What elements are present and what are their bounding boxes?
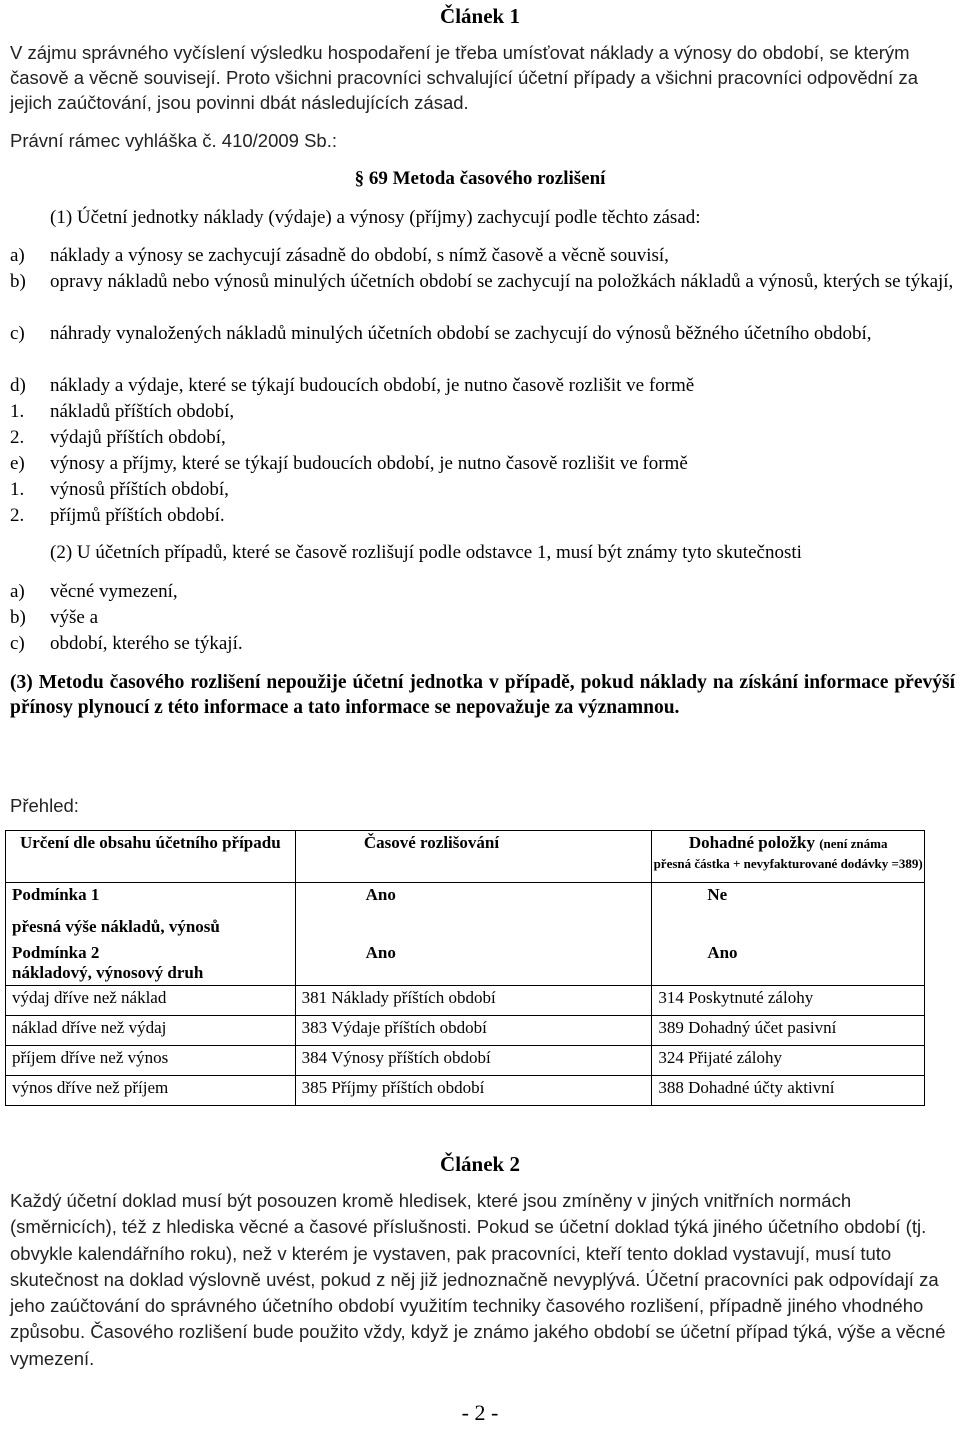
- list-marker: 1.: [10, 479, 25, 500]
- list-marker: a): [10, 581, 25, 602]
- list-marker: 2.: [10, 505, 25, 526]
- list-marker: d): [10, 375, 26, 396]
- cell-value: Ano: [707, 942, 738, 962]
- table-header-row: [6, 831, 925, 883]
- list-marker: e): [10, 453, 25, 474]
- list-text: věcné vymezení,: [50, 581, 178, 602]
- list-text: nákladů příštích období,: [50, 401, 235, 422]
- condition-sub: přesná výše nákladů, výnosů: [12, 917, 220, 936]
- table-row: [6, 985, 925, 1015]
- table-cell: 381 Náklady příštích období: [295, 985, 652, 1015]
- list-item: [10, 503, 955, 528]
- table-cell: 389 Dohadný účet pasivní: [652, 1015, 925, 1045]
- list-marker: c): [10, 323, 25, 344]
- subsection-2-intro: (2) U účetních případů, které se časově rozlišují podle odstavce 1, musí být známy tyto skutečnosti: [50, 542, 802, 563]
- overview-table: [5, 830, 925, 1106]
- paragraph-69-title: § 69 Metoda časového rozlišení: [354, 168, 606, 189]
- table-cell: [295, 883, 652, 941]
- header-text: Časové rozlišování: [363, 833, 500, 852]
- condition-label: Podmínka 1: [12, 885, 100, 904]
- condition-cell: [6, 883, 296, 941]
- subsection-3: (3) Metodu časového rozlišení nepoužije účetní jednotka v případě, pokud náklady na získání informace převýší přínosy plynoucí z této informace a tato informace se nepovažuje za významnou.: [10, 672, 955, 718]
- list-marker: c): [10, 633, 25, 654]
- table-row: [6, 1015, 925, 1045]
- list-text: náklady a výnosy se zachycují zásadně do období, s nímž časově a věcně souvisí,: [50, 245, 669, 266]
- header-cell-accrual: [295, 831, 652, 883]
- page-number: - 2 -: [461, 1400, 499, 1425]
- list-marker: 1.: [10, 401, 25, 422]
- article1-heading: Článek 1: [440, 4, 520, 28]
- subsection-1-intro: (1) Účetní jednotky náklady (výdaje) a výnosy (příjmy) zachycují podle těchto zásad:: [50, 207, 701, 228]
- condition-cell: [6, 941, 296, 986]
- list-item: [10, 631, 955, 656]
- list-text: výnosů příštích období,: [50, 479, 229, 500]
- table-row: [6, 883, 925, 941]
- condition-label: Podmínka 2: [12, 942, 100, 962]
- table-cell: výnos dříve než příjem: [6, 1075, 296, 1105]
- header-note: (není známa: [819, 836, 888, 851]
- table-cell: 385 Příjmy příštích období: [295, 1075, 652, 1105]
- table-cell: 388 Dohadné účty aktivní: [652, 1075, 925, 1105]
- header-note: přesná částka + nevyfakturované dodávky =389): [653, 856, 923, 871]
- table-cell: 383 Výdaje příštích období: [295, 1015, 652, 1045]
- table-cell: [295, 941, 652, 986]
- cell-value: Ne: [707, 885, 728, 904]
- header-text: Určení dle obsahu účetního případu: [19, 833, 281, 852]
- list-text: příjmů příštích období.: [50, 505, 225, 526]
- list-text: náklady a výdaje, které se týkají budoucích období, je nutno časově rozlišit ve formě: [50, 375, 695, 396]
- list-item: [10, 269, 955, 294]
- intro-paragraph: V zájmu správného vyčíslení výsledku hospodaření je třeba umísťovat náklady a výnosy do období, se kterým časově a věcně souvisejí. Proto všichni pracovníci schvalující účetní případy a všichni pracovníci odpovědní za jejich zaúčtování, jsou povinni dbát následujících zásad.: [10, 42, 918, 113]
- table-row: [6, 1075, 925, 1105]
- list-text: opravy nákladů nebo výnosů minulých účetních období se zachycují na položkách nákladů a výnosů, kterých se týkají,: [50, 271, 954, 292]
- table-row: [6, 941, 925, 986]
- cell-value: Ano: [365, 942, 396, 962]
- table-cell: 384 Výnosy příštích období: [295, 1045, 652, 1075]
- list-marker: 2.: [10, 427, 25, 448]
- list-item: [10, 399, 955, 424]
- list-text: výnosy a příjmy, které se týkají budoucích období, je nutno časově rozlišit ve formě: [50, 453, 688, 474]
- list-text: výdajů příštích období,: [50, 427, 226, 448]
- list-item: [10, 321, 955, 346]
- table-cell: výdaj dříve než náklad: [6, 985, 296, 1015]
- list-item: [10, 579, 955, 604]
- header-cell-estimates: [652, 831, 925, 883]
- list-item: [10, 243, 955, 268]
- article2-paragraph: Každý účetní doklad musí být posouzen kromě hledisek, které jsou zmíněny v jiných vnitřních normách (směrnicích), též z hlediska věcné a časové příslušnosti. Pokud se účetní doklad týká jiného účetního období (tj. obvykle kalendářního roku), než v kterém je vystaven, pak pracovníci, kteří tento doklad vystavují, musí tuto skutečnost na doklad výslovně uvést, pokud z něj již jednoznačně nevyplývá. Účetní pracovníci pak odpovídají za jeho zaúčtování do správného účetního období využitím techniky časového rozlišení, případně jiného vhodného způsobu. Časového rozlišení bude použito vždy, když je známo jakého období se účetní případ týká, výše a věcné vymezení.: [10, 1190, 946, 1369]
- list-text: náhrady vynaložených nákladů minulých účetních období se zachycují do výnosů běžného účetního období,: [50, 323, 872, 344]
- overview-label: Přehled:: [10, 795, 79, 816]
- list-marker: b): [10, 607, 26, 628]
- table-row: [6, 1045, 925, 1075]
- list-text: období, kterého se týkají.: [50, 633, 243, 654]
- list-text: výše a: [50, 607, 99, 628]
- condition-sub: nákladový, výnosový druh: [12, 962, 204, 982]
- list-marker: a): [10, 245, 25, 266]
- header-text: Dohadné položky: [688, 833, 815, 852]
- article2-heading: Článek 2: [440, 1152, 520, 1176]
- list-item: [10, 451, 955, 476]
- header-cell-purpose: [6, 831, 296, 883]
- list-item: [10, 373, 955, 398]
- table-cell: 314 Poskytnuté zálohy: [652, 985, 925, 1015]
- list-item: [10, 605, 955, 630]
- list-marker: b): [10, 271, 26, 292]
- list-item: [10, 477, 955, 502]
- list-item: [10, 425, 955, 450]
- table-cell: [652, 883, 925, 941]
- table-cell: 324 Přijaté zálohy: [652, 1045, 925, 1075]
- legal-frame: Právní rámec vyhláška č. 410/2009 Sb.:: [10, 130, 338, 151]
- cell-value: Ano: [365, 885, 396, 904]
- table-cell: příjem dříve než výnos: [6, 1045, 296, 1075]
- table-cell: náklad dříve než výdaj: [6, 1015, 296, 1045]
- table-cell: [652, 941, 925, 986]
